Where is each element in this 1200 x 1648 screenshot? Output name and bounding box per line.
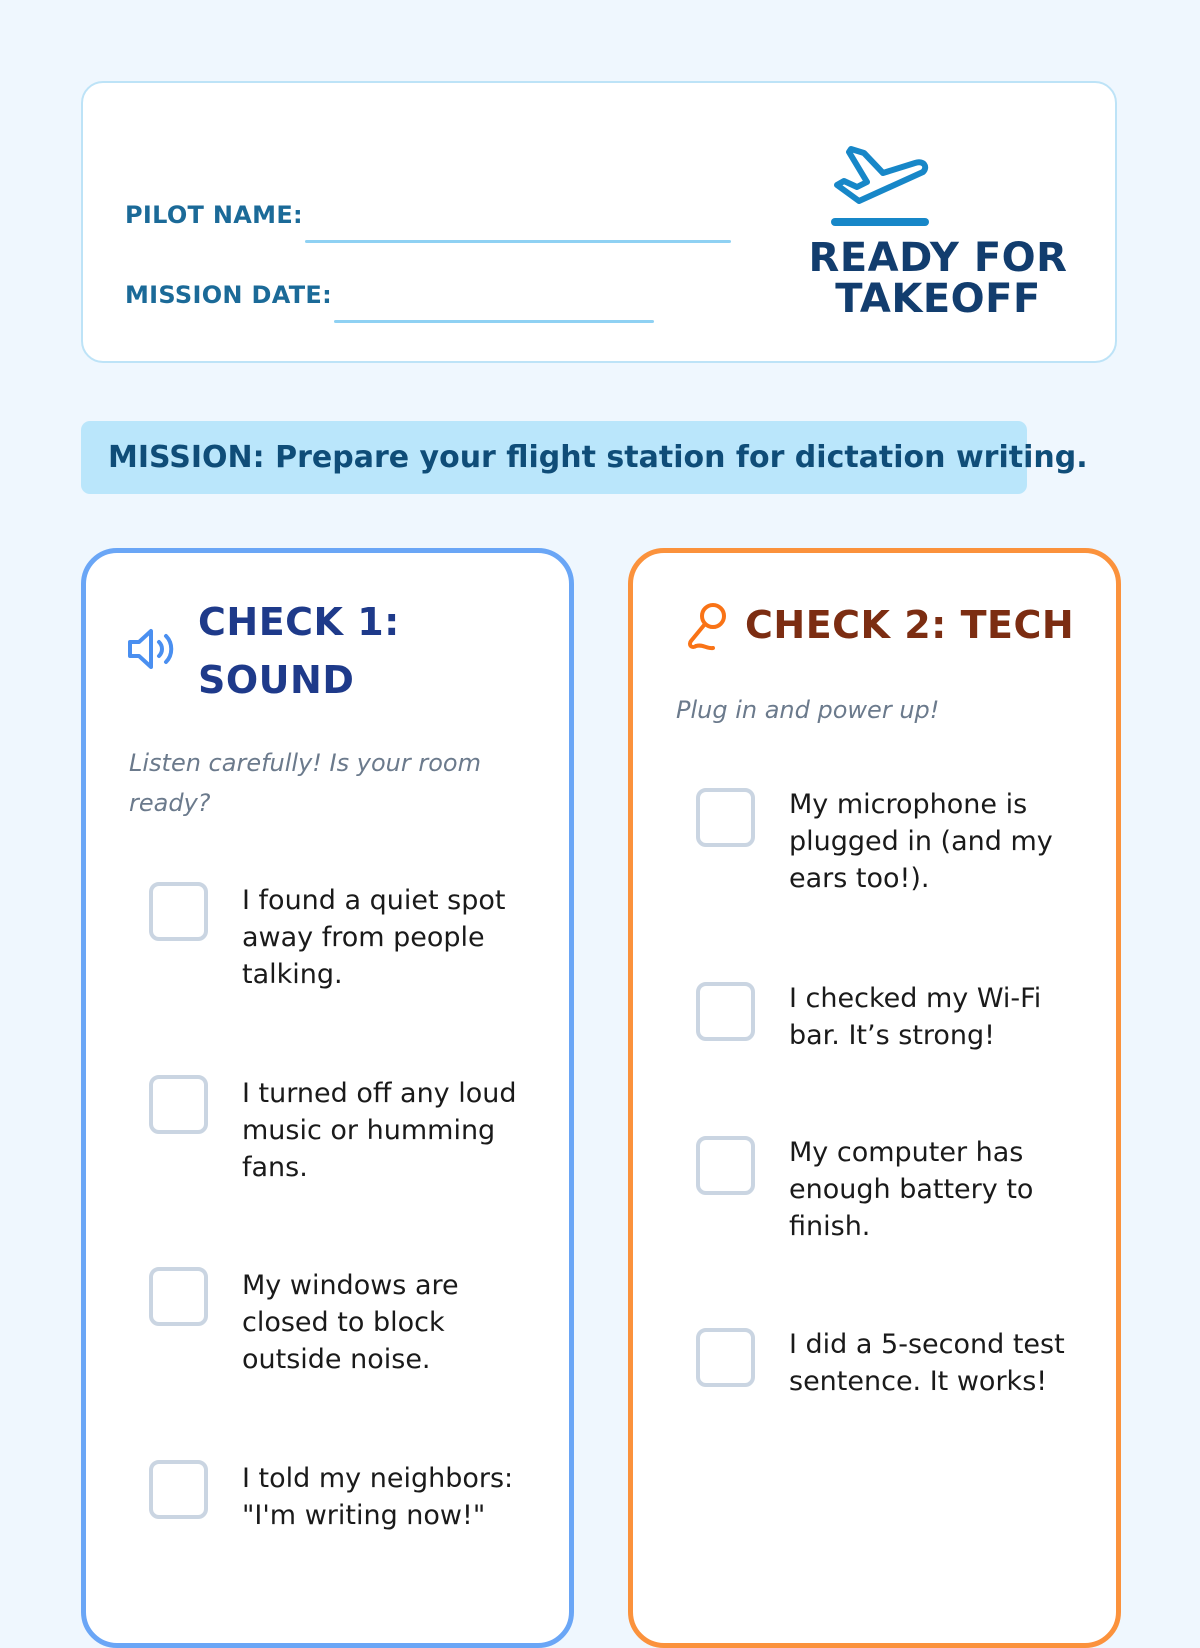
item-text: I turned off any loud music or humming fans.	[242, 1078, 517, 1183]
checkbox[interactable]	[696, 788, 755, 847]
checkbox[interactable]	[696, 1328, 755, 1387]
item-text: I told my neighbors: "I'm writing now!"	[242, 1463, 514, 1531]
item-text: My microphone is plugged in (and my ears too!).	[789, 789, 1053, 894]
checkbox[interactable]	[149, 1075, 208, 1134]
item-text: My computer has enough battery to finish.	[789, 1137, 1034, 1242]
checkbox[interactable]	[149, 1267, 208, 1326]
item-text: My windows are closed to block outside noise.	[242, 1270, 459, 1375]
checkbox[interactable]	[696, 982, 755, 1041]
mission-banner	[81, 421, 1088, 494]
tech-check-card	[628, 548, 1121, 1648]
pilot-name-label: PILOT NAME:	[125, 201, 303, 229]
tech-check-subtitle: Plug in and power up!	[676, 696, 940, 724]
tech-check-title: CHECK 2: TECH	[745, 603, 1075, 647]
mission-date-line[interactable]	[334, 320, 654, 323]
item-text: I found a quiet spot away from people talking.	[242, 885, 506, 990]
mission-text: MISSION: Prepare your flight station for dictation writing.	[108, 440, 1088, 475]
brand-title: READY FOR TAKEOFF	[808, 235, 1068, 322]
checkbox[interactable]	[696, 1136, 755, 1195]
pilot-name-line[interactable]	[305, 240, 731, 243]
checkbox[interactable]	[149, 882, 208, 941]
sound-check-title: CHECK 1: SOUND	[198, 600, 400, 702]
airplane-takeoff-icon	[831, 145, 931, 227]
header-card	[81, 81, 1117, 363]
mission-date-label: MISSION DATE:	[125, 281, 332, 309]
sound-check-card	[81, 548, 574, 1648]
sound-check-subtitle: Listen carefully! Is your room ready?	[129, 749, 481, 817]
item-text: I did a 5-second test sentence. It works!	[789, 1329, 1065, 1397]
checkbox[interactable]	[149, 1460, 208, 1519]
speaker-icon	[126, 625, 178, 673]
microphone-icon	[683, 601, 729, 653]
item-text: I checked my Wi-Fi bar. It’s strong!	[789, 983, 1042, 1051]
